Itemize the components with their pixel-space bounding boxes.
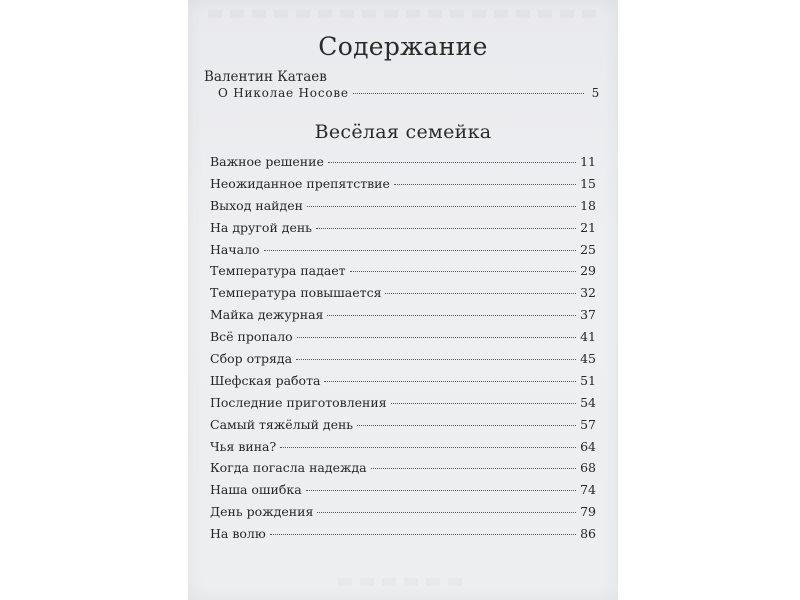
toc-entry <box>210 329 596 351</box>
toc-entry-page: 79 <box>580 504 596 520</box>
toc-entry-label: Начало <box>210 241 260 257</box>
toc-entry-label: Самый тяжёлый день <box>210 416 354 432</box>
toc-entry-page: 86 <box>580 526 596 542</box>
leader-dots <box>317 512 576 513</box>
toc-entry <box>210 439 596 461</box>
toc-entry <box>210 176 596 198</box>
section-title: Весёлая семейка <box>314 121 492 143</box>
bleed-through-page-number <box>338 578 468 586</box>
leader-dots <box>316 228 576 229</box>
toc-entry-label: Шефская работа <box>210 372 321 388</box>
toc-entry <box>210 242 596 264</box>
bleed-through-text <box>208 10 598 18</box>
toc-entry-label: Температура повышается <box>210 285 382 301</box>
toc-entry-label: Температура падает <box>210 263 346 279</box>
toc-entry-page: 18 <box>580 197 596 213</box>
toc-entry-page: 15 <box>580 175 596 191</box>
toc-entry-page: 74 <box>580 482 596 498</box>
leader-dots <box>327 315 576 316</box>
toc-entry-page: 21 <box>580 219 596 235</box>
toc-entry <box>210 504 596 526</box>
leader-dots <box>324 381 576 382</box>
toc-entry-page: 68 <box>580 460 596 476</box>
leader-dots <box>264 250 577 251</box>
leader-dots <box>307 206 576 207</box>
toc-entry-label: Чья вина? <box>210 438 277 454</box>
toc-entry-page: 45 <box>580 351 596 367</box>
toc-entry-label: Когда погасла надежда <box>210 460 367 476</box>
leader-dots <box>328 162 576 163</box>
toc-entry-label: Сбор отряда <box>210 351 293 367</box>
toc-entry-page: 57 <box>580 416 596 432</box>
toc-entry <box>210 417 596 439</box>
author-name: Валентин Катаев <box>204 69 327 85</box>
toc-entry-page: 32 <box>580 285 596 301</box>
toc-entry-page: 11 <box>580 154 596 169</box>
toc-entry-page: 41 <box>580 329 596 345</box>
toc-entry-label: Майка дежурная <box>210 307 324 323</box>
toc-entry-page: 37 <box>580 307 596 323</box>
toc-entry-page: 25 <box>580 241 596 257</box>
toc-entry-label: О Николае Носове <box>218 86 349 100</box>
toc-entry-label: На волю <box>210 526 266 542</box>
book-page <box>188 0 618 600</box>
toc-entry-label: Наша ошибка <box>210 482 302 498</box>
toc-entry-page: 51 <box>580 372 596 388</box>
leader-dots <box>296 359 576 360</box>
leader-dots <box>357 425 576 426</box>
leader-dots <box>385 293 576 294</box>
toc-entry <box>210 526 596 548</box>
toc-entry-label: Неожиданное препятствие <box>210 175 390 191</box>
toc-entry-label: Важное решение <box>210 154 324 169</box>
toc-entry <box>210 285 596 307</box>
toc-entry-page: 54 <box>580 394 596 410</box>
leader-dots <box>353 93 584 94</box>
toc-entry <box>210 154 596 176</box>
leader-dots <box>394 184 576 185</box>
toc-entry <box>210 263 596 285</box>
leader-dots <box>280 447 576 448</box>
toc-entry-label: Последние приготовления <box>210 394 387 410</box>
toc-entry <box>210 307 596 329</box>
toc-list <box>210 154 596 548</box>
leader-dots <box>306 490 576 491</box>
leader-dots <box>371 468 576 469</box>
leader-dots <box>391 403 576 404</box>
toc-entry <box>210 198 596 220</box>
toc-entry-page: 64 <box>580 438 596 454</box>
toc-entry-label: Всё пропало <box>210 329 293 345</box>
toc-entry-label: Выход найден <box>210 197 303 213</box>
toc-entry <box>210 482 596 504</box>
toc-entry <box>210 373 596 395</box>
toc-entry-page: 5 <box>591 86 600 100</box>
toc-entry-page: 29 <box>580 263 596 279</box>
toc-entry <box>210 460 596 482</box>
page-title: Содержание <box>318 32 488 61</box>
toc-entry-label: День рождения <box>210 504 314 520</box>
leader-dots <box>270 534 576 535</box>
toc-intro-entry <box>218 86 600 100</box>
toc-entry <box>210 351 596 373</box>
toc-entry-label: На другой день <box>210 219 312 235</box>
toc-entry <box>210 220 596 242</box>
toc-entry <box>210 395 596 417</box>
leader-dots <box>350 271 577 272</box>
leader-dots <box>297 337 576 338</box>
